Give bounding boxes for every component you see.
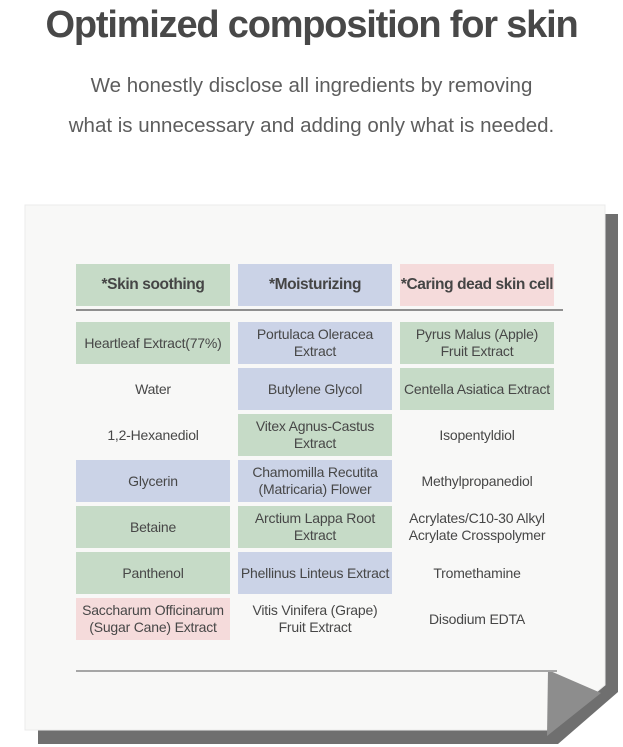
ingredient-cell: 1,2-Hexanediol bbox=[107, 426, 199, 443]
footer-divider bbox=[76, 670, 557, 672]
ingredient-card bbox=[24, 204, 620, 744]
ingredient-cell: Panthenol bbox=[76, 552, 230, 594]
ingredient-cell: Methylpropanediol bbox=[421, 472, 533, 489]
page-title: Optimized composition for skin bbox=[45, 4, 578, 46]
table-header-row bbox=[76, 264, 554, 306]
ingredient-cell: Disodium EDTA bbox=[429, 610, 525, 627]
ingredient-cell: Chamomilla Recutita (Matricaria) Flower bbox=[238, 460, 392, 502]
ingredient-cell: Butylene Glycol bbox=[238, 368, 392, 410]
ingredient-cell: Centella Asiatica Extract bbox=[400, 368, 554, 410]
ingredient-cell: Phellinus Linteus Extract bbox=[238, 552, 392, 594]
ingredient-cell: Pyrus Malus (Apple) Fruit Extract bbox=[400, 322, 554, 364]
ingredient-cell: Isopentyldiol bbox=[439, 426, 515, 443]
column-header: *Skin soothing bbox=[76, 264, 230, 306]
ingredient-cell: Glycerin bbox=[76, 460, 230, 502]
ingredient-cell: Vitex Agnus-Castus Extract bbox=[238, 414, 392, 456]
ingredient-cell: Water bbox=[135, 380, 171, 397]
ingredient-cell: Arctium Lappa Root Extract bbox=[238, 506, 392, 548]
ingredient-cell: Vitis Vinifera (Grape) Fruit Extract bbox=[252, 602, 378, 635]
ingredient-cell: Tromethamine bbox=[433, 564, 521, 581]
ingredient-cell: Heartleaf Extract(77%) bbox=[76, 322, 230, 364]
subtitle-line-2: what is unnecessary and adding only what is needed. bbox=[68, 114, 555, 137]
ingredient-cell: Betaine bbox=[76, 506, 230, 548]
ingredient-cell: Acrylates/C10-30 Alkyl Acrylate Crosspolymer bbox=[408, 510, 546, 543]
ingredient-cell: Saccharum Officinarum (Sugar Cane) Extract bbox=[76, 598, 230, 640]
page-subtitle bbox=[0, 66, 623, 146]
ingredient-cell: Portulaca Oleracea Extract bbox=[238, 322, 392, 364]
header-divider bbox=[76, 309, 563, 311]
column-header: *Moisturizing bbox=[238, 264, 392, 306]
ingredient-grid bbox=[76, 322, 554, 640]
column-header: *Caring dead skin cell bbox=[400, 264, 554, 306]
subtitle-line-1: We honestly disclose all ingredients by removing bbox=[90, 74, 533, 97]
